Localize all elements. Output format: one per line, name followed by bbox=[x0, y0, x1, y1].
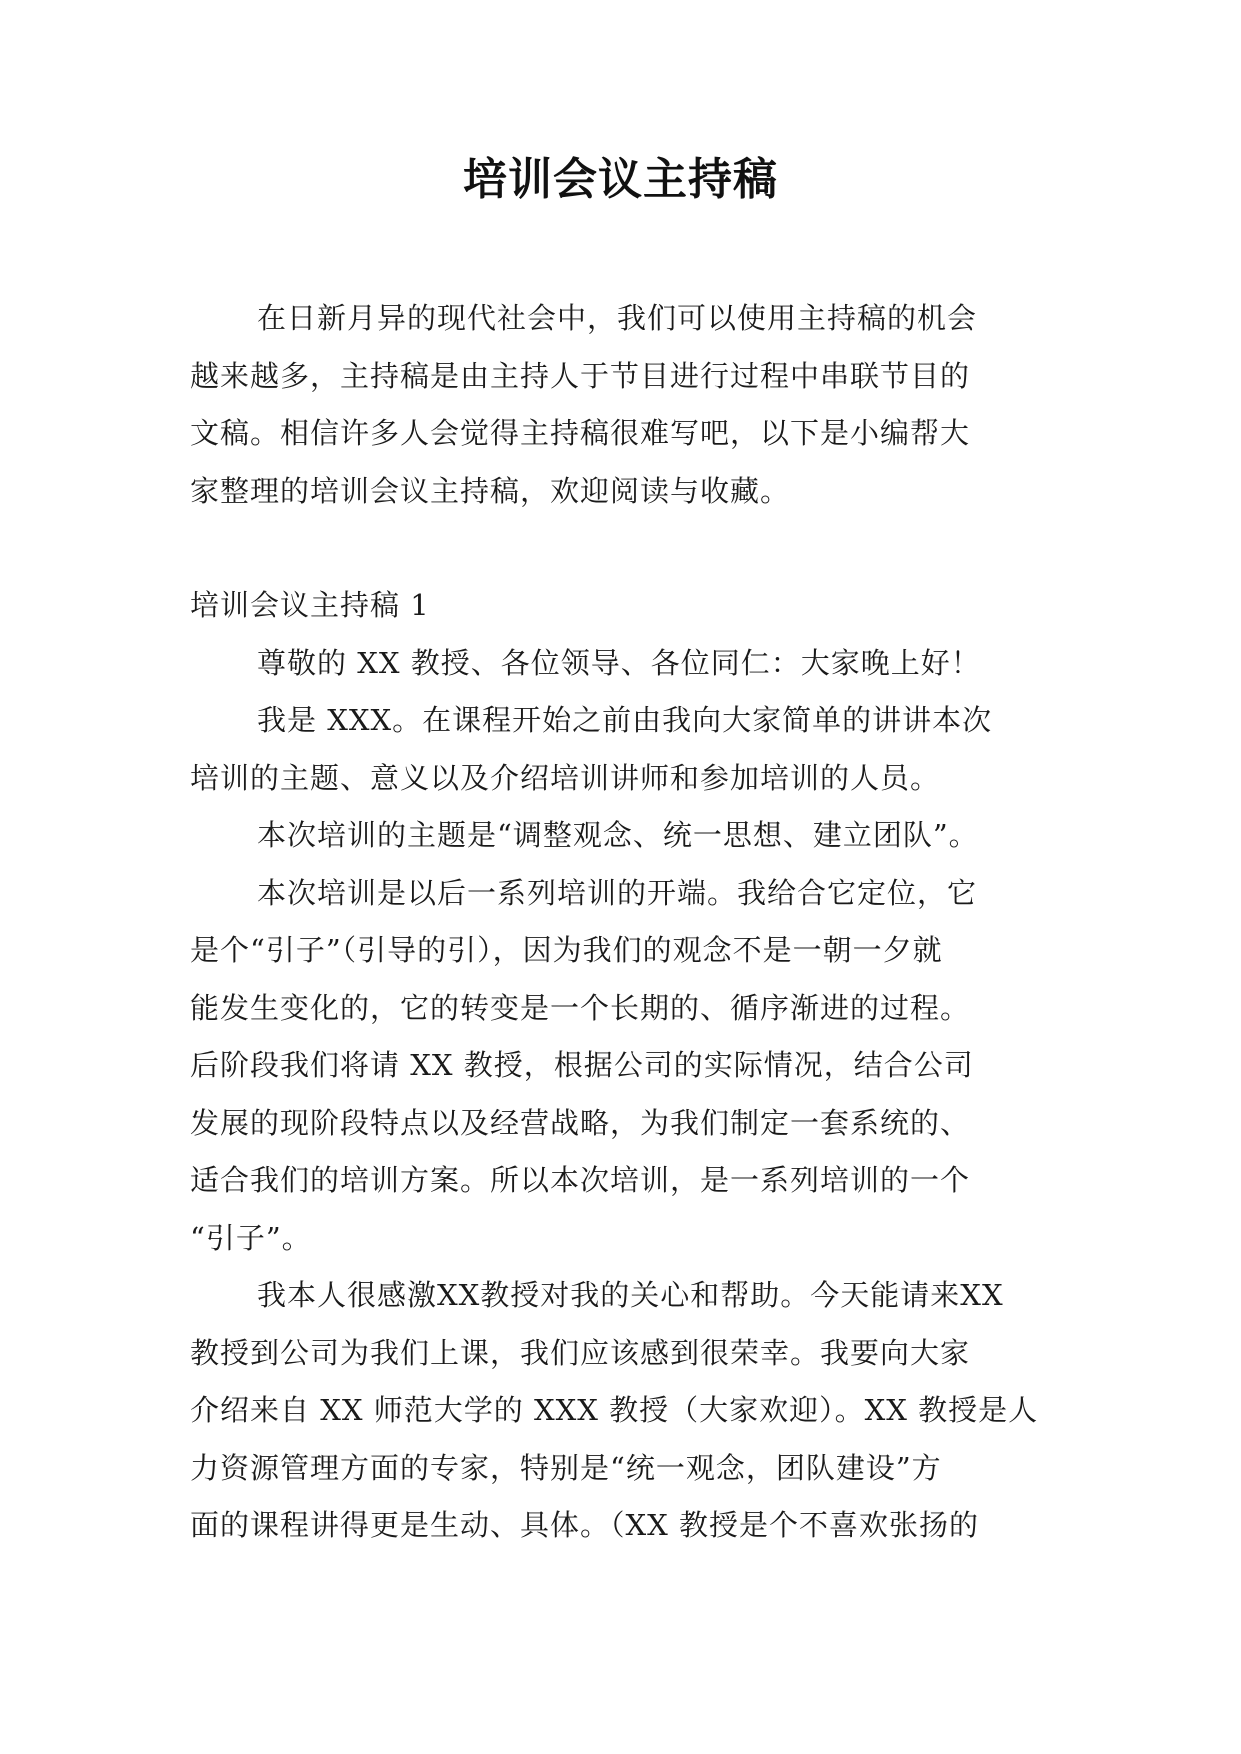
text-line: 介绍来自 XX 师范大学的 XXX 教授（大家欢迎）。XX 教授是人 bbox=[190, 1393, 1039, 1427]
text-line: “引子”。 bbox=[190, 1220, 312, 1255]
text-line: 后阶段我们将请 XX 教授，根据公司的实际情况，结合公司 bbox=[190, 1048, 974, 1082]
document-title: 培训会议主持稿 bbox=[463, 154, 778, 205]
section-body bbox=[190, 577, 1050, 1555]
text-line: 家整理的培训会议主持稿，欢迎阅读与收藏。 bbox=[190, 473, 791, 508]
text-line: 我是 XXX。在课程开始之前由我向大家简单的讲讲本次 bbox=[257, 703, 993, 737]
text-line: 越来越多，主持稿是由主持人于节目进行过程中串联节目的 bbox=[190, 358, 971, 393]
text-line: 文稿。相信许多人会觉得主持稿很难写吧，以下是小编帮大 bbox=[190, 416, 971, 450]
text-line: 力资源管理方面的专家，特别是“统一观念，团队建设”方 bbox=[190, 1450, 942, 1485]
text-line: 能发生变化的，它的转变是一个长期的、循序渐进的过程。 bbox=[190, 990, 971, 1025]
text-line: 尊敬的 XX 教授、各位领导、各位同仁：大家晚上好！ bbox=[257, 645, 981, 680]
text-line: 适合我们的培训方案。所以本次培训，是一系列培训的一个 bbox=[190, 1163, 971, 1197]
text-line: 本次培训是以后一系列培训的开端。我给合它定位，它 bbox=[257, 875, 978, 910]
text-line: 是个“引子”（引导的引），因为我们的观念不是一朝一夕就 bbox=[190, 933, 943, 967]
text-line: 面的课程讲得更是生动、具体。（XX 教授是个不喜欢张扬的 bbox=[190, 1508, 980, 1542]
intro-paragraph bbox=[190, 290, 1050, 520]
text-line: 本次培训的主题是“调整观念、统一思想、建立团队”。 bbox=[257, 818, 979, 852]
section-heading: 培训会议主持稿 1 bbox=[190, 588, 430, 622]
text-line: 在日新月异的现代社会中，我们可以使用主持稿的机会 bbox=[257, 301, 978, 335]
text-line: 我本人很感激XX教授对我的关心和帮助。今天能请来XX bbox=[257, 1278, 1004, 1312]
text-line: 培训的主题、意义以及介绍培训讲师和参加培训的人员。 bbox=[190, 760, 941, 795]
text-line: 发展的现阶段特点以及经营战略，为我们制定一套系统的、 bbox=[190, 1105, 971, 1140]
text-line: 教授到公司为我们上课，我们应该感到很荣幸。我要向大家 bbox=[190, 1335, 971, 1370]
